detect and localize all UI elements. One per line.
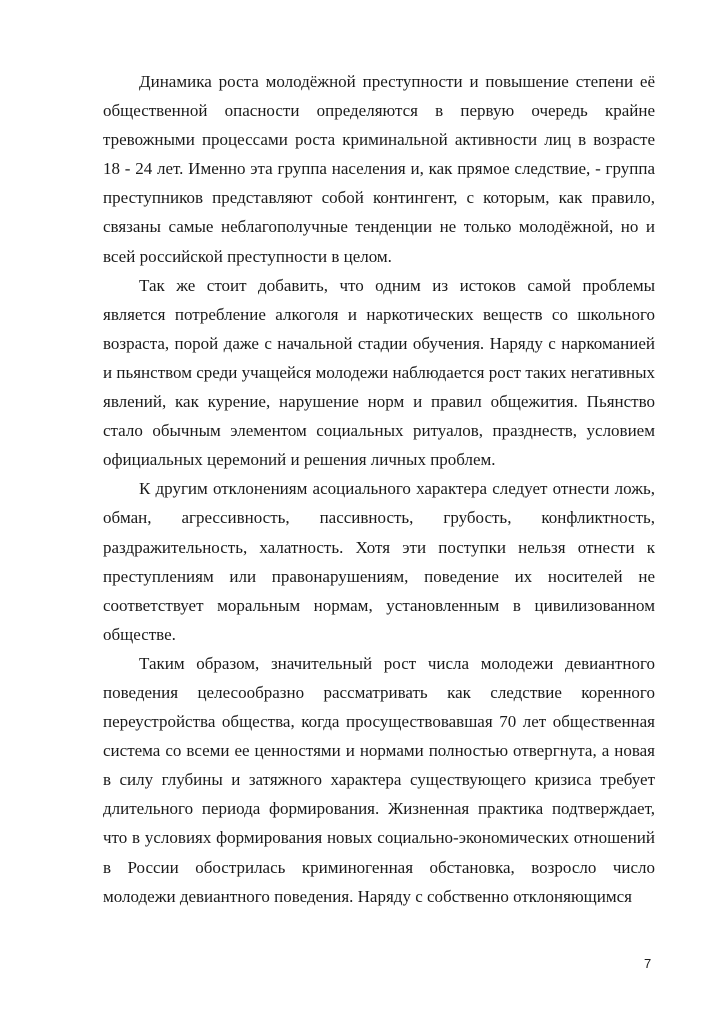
paragraph-4: Таким образом, значительный рост числа молодежи девиантного поведения целесообразно рассматривать как следствие коренного переустройства общества, когда просуществовавшая 70 лет общественная система со всеми ее ценностями и нормами полностью отвергнута, а новая в силу глубины и затяжного характера существующего кризиса требует длительного периода формирования. Жизненная практика подтверждает, что в условиях формирования новых социально-экономических отношений в России обострилась криминогенная обстановка, возросло число молодежи девиантного поведения. Наряду с собственно отклоняющимся [103,653,655,906]
page-number: 7 [644,956,652,971]
paragraph-1: Динамика роста молодёжной преступности и повышение степени её общественной опасности определяются в первую очередь крайне тревожными процессами роста криминальной активности лиц в возрасте 18 - 24 лет. Именно эта группа населения и, как прямое следствие, - группа преступников представляют собой контингент, с которым, как правило, связаны самые неблагополучные тенденции не только молодёжной, но и всей российской преступности в целом. [103,72,655,266]
paragraph-3: К другим отклонениям асоциального характера следует отнести ложь, обман, агрессивность, пассивность, грубость, конфликтность, раздражительность, халатность. Хотя эти поступки нельзя отнести к преступлениям или правонарушениям, поведение их носителей не соответствует моральным нормам, установленным в цивилизованном обществе. [103,479,655,644]
paragraph-2: Так же стоит добавить, что одним из истоков самой проблемы является потребление алкоголя и наркотических веществ со школьного возраста, порой даже с начальной стадии обучения. Наряду с наркоманией и пьянством среди учащейся молодежи наблюдается рост таких негативных явлений, как курение, нарушение норм и правил общежития. Пьянство стало обычным элементом социальных ритуалов, празднеств, условием официальных церемоний и решения личных проблем. [103,275,655,470]
document-body [103,67,655,911]
